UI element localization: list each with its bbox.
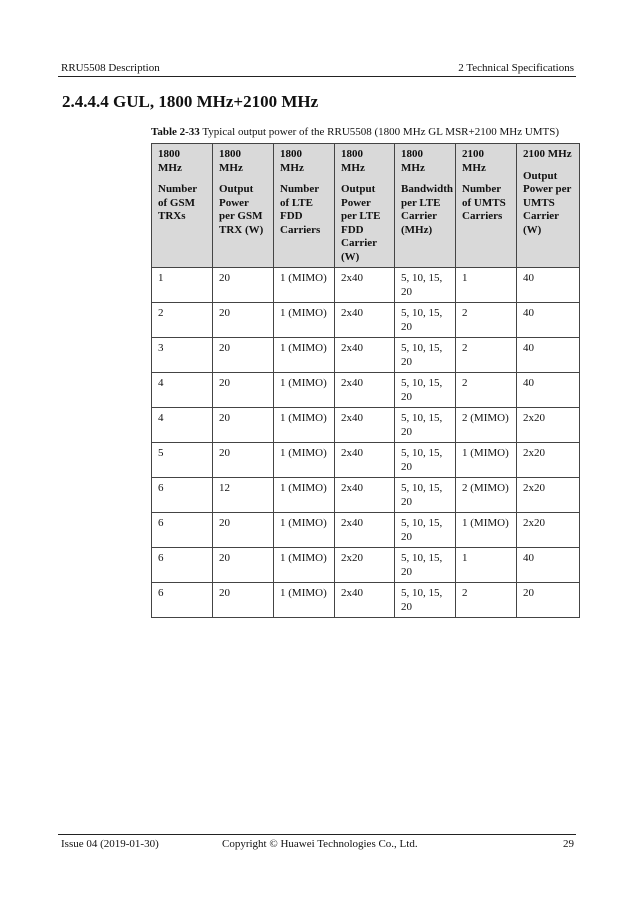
table-cell: 2 [152, 303, 213, 338]
table-cell: 40 [517, 548, 580, 583]
table-cell: 1 (MIMO) [456, 513, 517, 548]
table-header-row [152, 144, 580, 268]
table-body [152, 268, 580, 618]
table-cell: 20 [213, 408, 274, 443]
column-label: Output Power per GSM TRX (W) [219, 183, 264, 236]
table-cell: 1 (MIMO) [274, 408, 335, 443]
table-cell: 2 (MIMO) [456, 408, 517, 443]
table-caption-text: Typical output power of the RRU5508 (1800 MHz GL MSR+2100 MHz UMTS) [202, 126, 560, 138]
table-cell: 1 (MIMO) [274, 338, 335, 373]
table-caption-label: Table 2-33 [151, 126, 200, 138]
column-header [335, 144, 395, 268]
table-cell: 40 [517, 338, 580, 373]
column-band: 1800 MHz [219, 148, 243, 174]
column-header [152, 144, 213, 268]
column-header [456, 144, 517, 268]
table-cell: 20 [213, 373, 274, 408]
table-cell: 1 (MIMO) [274, 268, 335, 303]
table-cell: 20 [213, 443, 274, 478]
page-footer [58, 834, 576, 851]
column-header [395, 144, 456, 268]
table-cell: 2x40 [335, 268, 395, 303]
table-cell: 2x40 [335, 513, 395, 548]
header-doc-title: RRU5508 Description [61, 62, 160, 74]
table-cell: 2 [456, 583, 517, 618]
table-cell: 1 (MIMO) [274, 478, 335, 513]
table-cell: 6 [152, 478, 213, 513]
table-cell: 1 (MIMO) [274, 583, 335, 618]
column-band: 1800 MHz [158, 148, 182, 174]
table-cell: 40 [517, 303, 580, 338]
column-band: 1800 MHz [341, 148, 365, 174]
page-header [58, 62, 576, 77]
table-cell: 40 [517, 373, 580, 408]
table-cell: 1 (MIMO) [274, 373, 335, 408]
table-row [152, 303, 580, 338]
footer-issue: Issue 04 (2019-01-30) [61, 838, 159, 850]
column-header [274, 144, 335, 268]
table-cell: 40 [517, 268, 580, 303]
table-cell: 5, 10, 15, 20 [395, 478, 456, 513]
table-cell: 5 [152, 443, 213, 478]
table-cell: 20 [213, 513, 274, 548]
column-band: 2100 MHz [523, 148, 572, 160]
table-row [152, 548, 580, 583]
column-label: Number of GSM TRXs [158, 183, 197, 222]
table-cell: 12 [213, 478, 274, 513]
section-title: 2.4.4.4 GUL, 1800 MHz+2100 MHz [62, 92, 319, 111]
table-cell: 20 [213, 303, 274, 338]
table-cell: 5, 10, 15, 20 [395, 513, 456, 548]
table-cell: 1 (MIMO) [274, 443, 335, 478]
table-row [152, 408, 580, 443]
table-cell: 5, 10, 15, 20 [395, 373, 456, 408]
output-power-table [151, 143, 580, 618]
table-cell: 2x40 [335, 373, 395, 408]
table-row [152, 373, 580, 408]
table-cell: 2x20 [517, 513, 580, 548]
footer-copyright: Copyright © Huawei Technologies Co., Ltd. [222, 838, 418, 850]
column-label: Number of LTE FDD Carriers [280, 183, 321, 236]
table-row [152, 583, 580, 618]
table-cell: 1 (MIMO) [274, 513, 335, 548]
table-cell: 1 [456, 548, 517, 583]
table-cell: 6 [152, 583, 213, 618]
table-cell: 2x40 [335, 583, 395, 618]
table-cell: 2 (MIMO) [456, 478, 517, 513]
table-cell: 4 [152, 373, 213, 408]
table-cell: 2x40 [335, 478, 395, 513]
table-row [152, 338, 580, 373]
table-cell: 6 [152, 548, 213, 583]
table-cell: 2x40 [335, 408, 395, 443]
column-band: 1800 MHz [401, 148, 425, 174]
table-header [152, 144, 580, 268]
page-number: 29 [563, 838, 574, 850]
table-row [152, 443, 580, 478]
table-row [152, 478, 580, 513]
table-cell: 1 (MIMO) [274, 303, 335, 338]
table-row [152, 513, 580, 548]
table-cell: 5, 10, 15, 20 [395, 443, 456, 478]
table-cell: 2 [456, 373, 517, 408]
table-cell: 20 [213, 548, 274, 583]
column-label: Bandwidth per LTE Carrier (MHz) [401, 183, 453, 236]
table-cell: 2x40 [335, 338, 395, 373]
table-cell: 5, 10, 15, 20 [395, 548, 456, 583]
table-cell: 1 (MIMO) [274, 548, 335, 583]
table-cell: 2x20 [517, 408, 580, 443]
column-header [517, 144, 580, 268]
table-cell: 20 [213, 583, 274, 618]
table-cell: 2x40 [335, 303, 395, 338]
table-caption [151, 126, 559, 138]
column-label: Output Power per LTE FDD Carrier (W) [341, 183, 381, 263]
table-cell: 5, 10, 15, 20 [395, 268, 456, 303]
table-cell: 5, 10, 15, 20 [395, 338, 456, 373]
table-cell: 4 [152, 408, 213, 443]
table-cell: 20 [213, 268, 274, 303]
table-cell: 20 [213, 338, 274, 373]
table-cell: 2 [456, 338, 517, 373]
table-cell: 2 [456, 303, 517, 338]
table-cell: 2x20 [517, 478, 580, 513]
table-cell: 1 [456, 268, 517, 303]
table-cell: 6 [152, 513, 213, 548]
table-cell: 20 [517, 583, 580, 618]
table-cell: 1 [152, 268, 213, 303]
table-cell: 5, 10, 15, 20 [395, 303, 456, 338]
column-band: 2100 MHz [462, 148, 486, 174]
table-row [152, 268, 580, 303]
table-cell: 2x20 [517, 443, 580, 478]
column-header [213, 144, 274, 268]
table-cell: 2x20 [335, 548, 395, 583]
table-cell: 3 [152, 338, 213, 373]
table-cell: 2x40 [335, 443, 395, 478]
column-band: 1800 MHz [280, 148, 304, 174]
column-label: Output Power per UMTS Carrier (W) [523, 169, 572, 236]
table-cell: 5, 10, 15, 20 [395, 408, 456, 443]
column-label: Number of UMTS Carriers [462, 183, 506, 222]
header-chapter: 2 Technical Specifications [458, 62, 574, 74]
table-cell: 5, 10, 15, 20 [395, 583, 456, 618]
table-cell: 1 (MIMO) [456, 443, 517, 478]
